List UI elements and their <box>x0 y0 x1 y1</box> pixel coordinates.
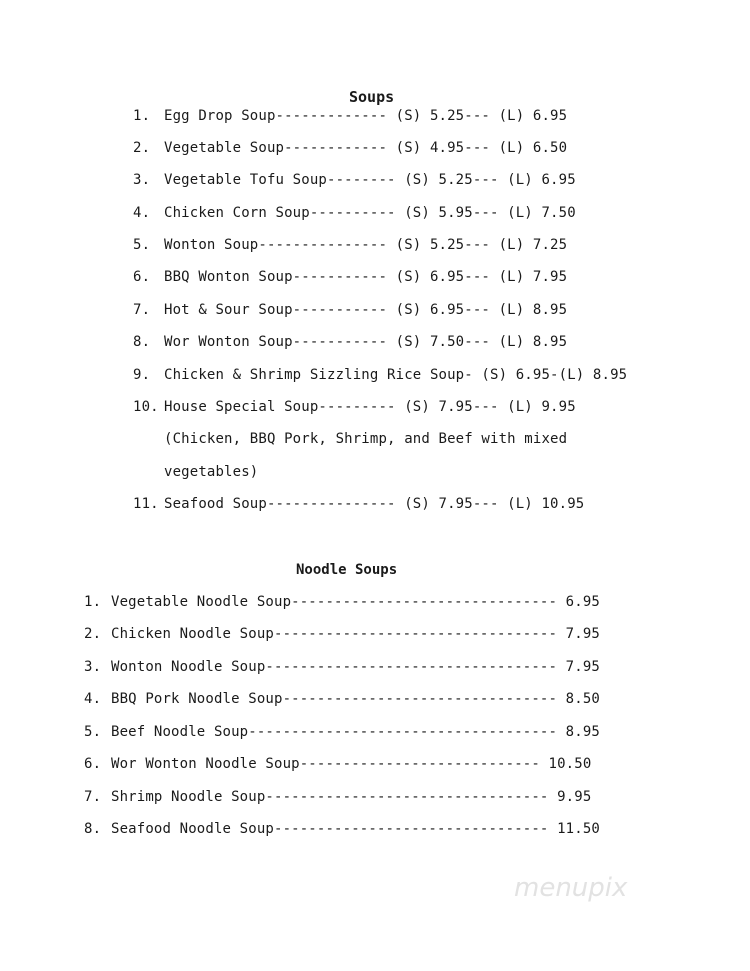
item-text: Vegetable Noodle Soup------------------------------- 6.95 <box>111 594 600 610</box>
item-text: Wonton Soup--------------- (S) 5.25--- (L) 7.25 <box>164 237 568 253</box>
item-number: 7. <box>133 302 151 318</box>
item-number: 8. <box>84 821 102 837</box>
item-number: 3. <box>84 659 102 675</box>
item-text: Chicken & Shrimp Sizzling Rice Soup- (S) 6.95-(L) 8.95 <box>164 367 628 383</box>
item-description: (Chicken, BBQ Pork, Shrimp, and Beef with mixed <box>164 431 568 447</box>
item-number: 2. <box>84 626 102 642</box>
item-number: 8. <box>133 334 151 350</box>
menupix-watermark <box>508 866 638 906</box>
noodle-soups-heading: Noodle Soups <box>296 562 398 578</box>
item-number: 2. <box>133 140 151 156</box>
item-number: 1. <box>84 594 102 610</box>
item-text: Vegetable Soup------------ (S) 4.95--- (L) 6.50 <box>164 140 568 156</box>
item-text: Seafood Soup--------------- (S) 7.95--- (L) 10.95 <box>164 496 585 512</box>
item-number: 9. <box>133 367 151 383</box>
item-number: 6. <box>84 756 102 772</box>
item-text: Seafood Noodle Soup-------------------------------- 11.50 <box>111 821 600 837</box>
watermark-text: menupix <box>514 873 628 903</box>
item-text: BBQ Pork Noodle Soup-------------------------------- 8.50 <box>111 691 600 707</box>
item-number: 10. <box>133 399 159 415</box>
item-number: 1. <box>133 108 151 124</box>
item-text: Shrimp Noodle Soup--------------------------------- 9.95 <box>111 789 592 805</box>
item-text: Wonton Noodle Soup---------------------------------- 7.95 <box>111 659 600 675</box>
item-text: Wor Wonton Soup----------- (S) 7.50--- (L) 8.95 <box>164 334 568 350</box>
item-number: 7. <box>84 789 102 805</box>
item-number: 11. <box>133 496 159 512</box>
item-description: vegetables) <box>164 464 259 480</box>
item-text: BBQ Wonton Soup----------- (S) 6.95--- (L) 7.95 <box>164 269 568 285</box>
item-number: 3. <box>133 172 151 188</box>
item-text: Wor Wonton Noodle Soup---------------------------- 10.50 <box>111 756 592 772</box>
item-text: House Special Soup--------- (S) 7.95--- (L) 9.95 <box>164 399 576 415</box>
item-text: Vegetable Tofu Soup-------- (S) 5.25--- (L) 6.95 <box>164 172 576 188</box>
item-number: 4. <box>133 205 151 221</box>
item-number: 5. <box>84 724 102 740</box>
item-number: 6. <box>133 269 151 285</box>
item-number: 5. <box>133 237 151 253</box>
item-number: 4. <box>84 691 102 707</box>
item-text: Hot & Sour Soup----------- (S) 6.95--- (L) 8.95 <box>164 302 568 318</box>
item-text: Beef Noodle Soup------------------------------------ 8.95 <box>111 724 600 740</box>
item-text: Chicken Noodle Soup--------------------------------- 7.95 <box>111 626 600 642</box>
item-text: Chicken Corn Soup---------- (S) 5.95--- (L) 7.50 <box>164 205 576 221</box>
soups-heading: Soups <box>349 88 395 106</box>
item-text: Egg Drop Soup------------- (S) 5.25--- (L) 6.95 <box>164 108 568 124</box>
